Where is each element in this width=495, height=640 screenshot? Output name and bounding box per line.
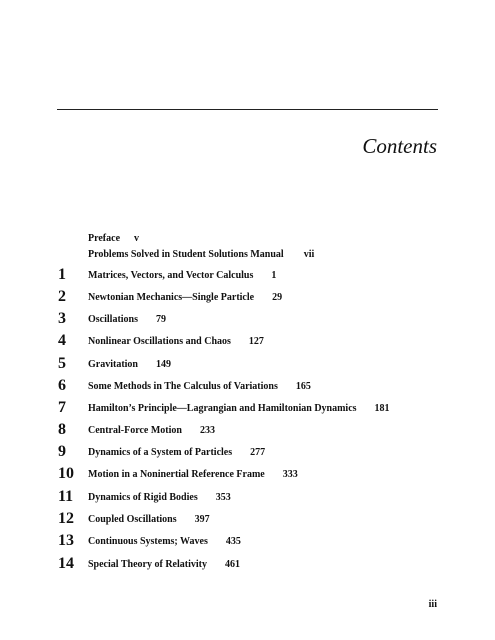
chapter-number: 6	[58, 377, 66, 394]
chapter-page: 165	[295, 381, 311, 392]
chapter-title: Dynamics of Rigid Bodies	[88, 492, 198, 503]
chapter-number: 4	[58, 332, 66, 349]
chapter-number: 13	[58, 532, 74, 549]
chapter-number: 8	[58, 421, 66, 438]
toc-chapter-4[interactable]	[58, 332, 438, 350]
chapter-title: Oscillations	[88, 314, 139, 325]
toc-chapter-8[interactable]	[58, 421, 438, 439]
toc-entry-preface[interactable]	[88, 233, 139, 245]
chapter-page: 127	[248, 336, 264, 347]
toc-entry-problems-solved[interactable]	[88, 249, 314, 261]
chapter-title: Dynamics of a System of Particles	[88, 447, 233, 458]
toc-chapter-14[interactable]	[58, 555, 438, 573]
chapter-page: 333	[282, 469, 298, 480]
chapter-page: 181	[374, 403, 390, 414]
chapter-page: 435	[225, 536, 241, 547]
chapter-title: Matrices, Vectors, and Vector Calculus	[88, 270, 254, 281]
toc-chapter-9[interactable]	[58, 443, 438, 461]
chapter-number: 3	[58, 310, 66, 327]
toc-chapter-6[interactable]	[58, 377, 438, 395]
toc-chapter-3[interactable]	[58, 310, 438, 328]
toc-chapter-2[interactable]	[58, 288, 438, 306]
toc-entry-page: vii	[303, 249, 315, 260]
toc-chapter-1[interactable]	[58, 266, 438, 284]
toc-entry-title: Preface	[88, 233, 121, 244]
chapter-page: 397	[194, 514, 210, 525]
chapter-page: 1	[271, 270, 277, 281]
toc-chapter-5[interactable]	[58, 355, 438, 373]
toc-chapter-13[interactable]	[58, 532, 438, 550]
chapter-number: 5	[58, 355, 66, 372]
chapter-title: Coupled Oscillations	[88, 514, 177, 525]
chapter-number: 14	[58, 555, 74, 572]
page-title: Contents	[362, 134, 437, 159]
chapter-title: Newtonian Mechanics—Single Particle	[88, 292, 255, 303]
chapter-page: 29	[272, 292, 283, 303]
page-number: iii	[428, 599, 437, 610]
toc-entry-page: v	[134, 233, 140, 244]
chapter-page: 353	[215, 492, 231, 503]
toc-chapter-10[interactable]	[58, 465, 438, 483]
chapter-number: 9	[58, 443, 66, 460]
chapter-title: Special Theory of Relativity	[88, 559, 207, 570]
chapter-title: Nonlinear Oscillations and Chaos	[88, 336, 231, 347]
chapter-number: 12	[58, 510, 74, 527]
chapter-page: 233	[199, 425, 215, 436]
chapter-title: Hamilton’s Principle—Lagrangian and Hamiltonian Dynamics	[88, 403, 357, 414]
chapter-title: Continuous Systems; Waves	[88, 536, 208, 547]
chapter-number: 2	[58, 288, 66, 305]
toc-entry-title: Problems Solved in Student Solutions Manual	[88, 249, 284, 260]
toc-chapter-11[interactable]	[58, 488, 438, 506]
toc-chapter-12[interactable]	[58, 510, 438, 528]
header-rule	[57, 109, 438, 110]
chapter-page: 149	[156, 359, 171, 370]
chapter-number: 10	[58, 465, 74, 482]
chapter-number: 7	[58, 399, 66, 416]
toc-chapter-7[interactable]	[58, 399, 438, 417]
chapter-title: Central-Force Motion	[88, 425, 182, 436]
chapter-title: Some Methods in The Calculus of Variations	[88, 381, 278, 392]
chapter-number: 11	[58, 488, 74, 505]
chapter-number: 1	[58, 266, 66, 283]
chapter-page: 461	[224, 559, 240, 570]
chapter-title: Gravitation	[88, 359, 138, 370]
chapter-title: Motion in a Noninertial Reference Frame	[88, 469, 265, 480]
chapter-page: 277	[250, 447, 266, 458]
chapter-page: 79	[156, 314, 167, 325]
